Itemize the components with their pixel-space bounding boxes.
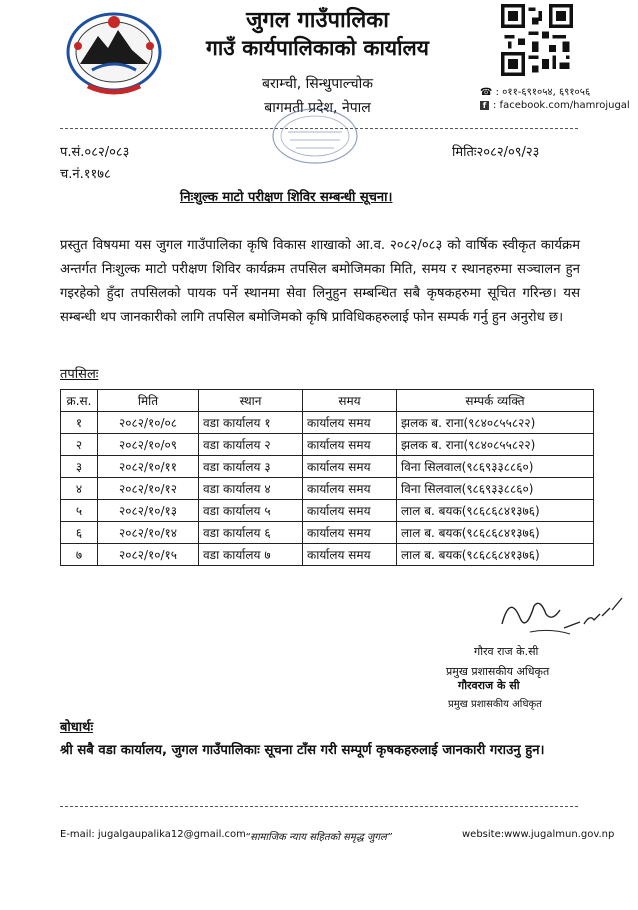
- table-row: [61, 500, 594, 522]
- cell-contact: विना सिलवाल(९८६९३३८८६०): [397, 478, 594, 500]
- cell-serial: ६: [61, 522, 98, 544]
- table-row: [61, 456, 594, 478]
- col-header-place: स्थान: [199, 390, 303, 412]
- org-name: जुगल गाउँपालिका: [246, 8, 389, 33]
- cell-date: २०८२/१०/११: [98, 456, 199, 478]
- cell-place: वडा कार्यालय २: [199, 434, 303, 456]
- facebook-icon: f: [480, 101, 489, 110]
- reference-number: प.सं.०८२/०८३: [60, 145, 130, 160]
- schedule-label: तपसिलः: [60, 367, 99, 382]
- cell-date: २०८२/१०/०८: [98, 412, 199, 434]
- stamp-post: प्रमुख प्रशासकीय अधिकृत: [448, 699, 542, 710]
- col-header-contact: सम्पर्क व्यक्ति: [397, 390, 594, 412]
- cell-contact: झलक ब. राना(९८४०८५५८२२): [397, 412, 594, 434]
- notice-body: प्रस्तुत विषयमा यस जुगल गाउँपालिका कृषि विकास शाखाको आ.व. २०८२/०८३ को वार्षिक स्वीकृत कार्यक्रम अन्तर्गत निःशुल्क माटो परीक्षण शिविर कार्यक्रम तपसिल बमोजिमका मिति, समय र स्थानहरुमा सञ्चालन हुन गइरहेको हुँदा तपसिलको पायक पर्ने स्थानमा सेवा लिनुहुन सम्बन्धित सबै कृषकहरुमा सूचित गरिन्छ। यस सम्बन्धी थप जानकारीको लागि तपसिल बमोजिमको कृषि प्राविधिकहरुलाई फोन सम्पर्क गर्नु हुन अनुरोध छ।: [60, 238, 580, 325]
- cell-time: कार्यालय समय: [303, 500, 397, 522]
- cell-contact: झलक ब. राना(९८४०८५५८२२): [397, 434, 594, 456]
- facebook-url: : facebook.com/hamrojugal: [493, 100, 630, 111]
- signatory-post: प्रमुख प्रशासकीय अधिकृत: [446, 665, 550, 678]
- office-name: गाउँ कार्यपालिकाको कार्यालय: [206, 36, 429, 60]
- cell-time: कार्यालय समय: [303, 434, 397, 456]
- table-row: [61, 412, 594, 434]
- dispatch-number: च.नं.११७८: [60, 167, 111, 182]
- stamp-name: गौरवराज के सी: [458, 679, 520, 692]
- table-row: [61, 544, 594, 566]
- address-line1: बराम्ची, सिन्धुपाल्चोक: [261, 76, 374, 92]
- cell-time: कार्यालय समय: [303, 456, 397, 478]
- office-stamp: [270, 106, 360, 166]
- cell-place: वडा कार्यालय ४: [199, 478, 303, 500]
- nepal-emblem-logo: [58, 6, 170, 96]
- facebook-link: [480, 100, 630, 111]
- footer-divider: [60, 806, 578, 807]
- bodharth-text: श्री सबै वडा कार्यालय, जुगल गाउँपालिकाः सूचना टाँस गरी सम्पूर्ण कृषकहरुलाई जानकारी गराउनु हुन।: [60, 743, 545, 758]
- bodharth-label: बोधार्थः: [60, 720, 94, 735]
- schedule-table: [60, 389, 594, 566]
- cell-place: वडा कार्यालय ५: [199, 500, 303, 522]
- cell-serial: १: [61, 412, 98, 434]
- cell-time: कार्यालय समय: [303, 522, 397, 544]
- cell-serial: ७: [61, 544, 98, 566]
- table-row: [61, 434, 594, 456]
- cell-date: २०८२/१०/१५: [98, 544, 199, 566]
- address-line2: बागमती प्रदेश, नेपाल: [264, 100, 371, 116]
- cell-contact: लाल ब. बयक(९८६८६८४१३७६): [397, 522, 594, 544]
- table-header-row: [61, 390, 594, 412]
- cell-date: २०८२/१०/१४: [98, 522, 199, 544]
- cell-serial: ५: [61, 500, 98, 522]
- table-row: [61, 478, 594, 500]
- cell-serial: ४: [61, 478, 98, 500]
- cell-time: कार्यालय समय: [303, 478, 397, 500]
- cell-place: वडा कार्यालय १: [199, 412, 303, 434]
- phone-number: ☎ : ०११-६९१०५४, ६९१०५६: [480, 87, 591, 98]
- issue-date: मितिः२०८२/०९/२३: [452, 145, 540, 160]
- qr-code: [501, 4, 573, 76]
- notice-subject: निःशुल्क माटो परीक्षण शिविर सम्बन्धी सूचना।: [180, 190, 393, 205]
- cell-date: २०८२/१०/१३: [98, 500, 199, 522]
- cell-place: वडा कार्यालय ६: [199, 522, 303, 544]
- cell-serial: ३: [61, 456, 98, 478]
- cell-serial: २: [61, 434, 98, 456]
- footer-website: website:www.jugalmun.gov.np: [462, 829, 615, 840]
- signatory-name: गौरव राज के.सी: [474, 645, 539, 658]
- cell-contact: विना सिलवाल(९८६९३३८८६०): [397, 456, 594, 478]
- col-header-serial: क्र.स.: [61, 390, 98, 412]
- footer-motto: “सामाजिक न्याय सहितको समृद्ध जुगल”: [245, 832, 393, 843]
- cell-contact: लाल ब. बयक(९८६८६८४१३७६): [397, 500, 594, 522]
- table-row: [61, 522, 594, 544]
- cell-place: वडा कार्यालय ७: [199, 544, 303, 566]
- cell-date: २०८२/१०/०९: [98, 434, 199, 456]
- cell-contact: लाल ब. बयक(९८६८६८४१३७६): [397, 544, 594, 566]
- cell-time: कार्यालय समय: [303, 544, 397, 566]
- col-header-time: समय: [303, 390, 397, 412]
- cell-place: वडा कार्यालय ३: [199, 456, 303, 478]
- footer-email: E-mail: jugalgaupalika12@gmail.com: [60, 829, 246, 840]
- cell-date: २०८२/१०/१२: [98, 478, 199, 500]
- col-header-date: मिति: [98, 390, 199, 412]
- cell-time: कार्यालय समय: [303, 412, 397, 434]
- handwritten-signature: [490, 584, 630, 648]
